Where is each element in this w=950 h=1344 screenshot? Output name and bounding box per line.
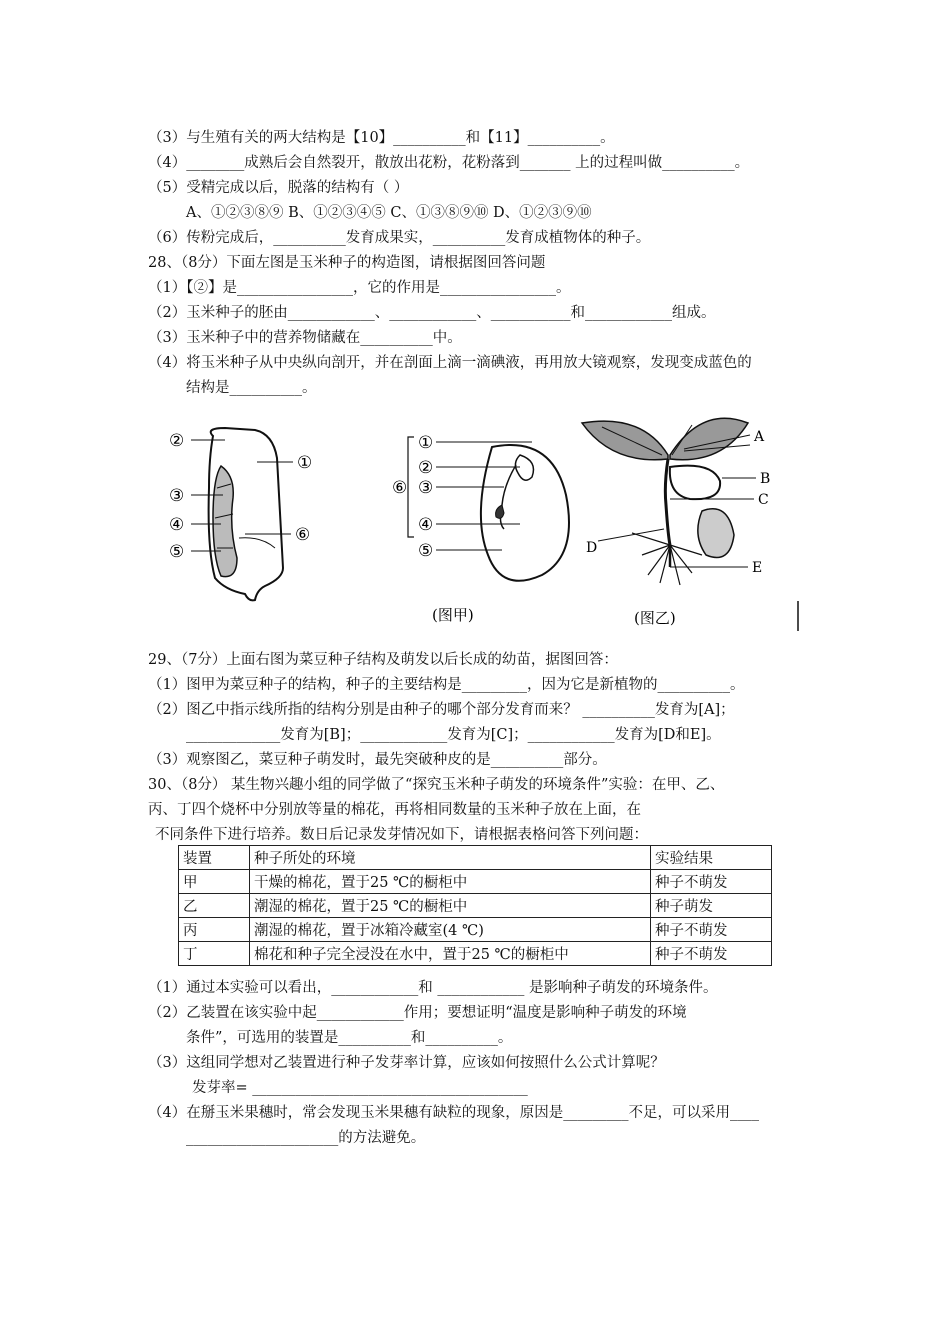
jia-label-2: ② [418,458,434,478]
jia-label-3: ③ [418,478,434,498]
q27-3: （3）与生殖有关的两大结构是【10】__________和【11】__________。 [148,130,615,146]
q30-3: （3）这组同学想对乙装置进行种子发芽率计算，应该如何按照什么公式计算呢？ [148,1055,665,1071]
yi-caption: (图乙) [634,609,676,627]
q29-3: （3）观察图乙，菜豆种子萌发时，最先突破种皮的是__________部分。 [148,752,607,768]
table-cell: 丙 [179,918,250,942]
q27-5: （5）受精完成以后，脱落的结构有（ ） [148,180,409,196]
jia-label-1: ① [418,433,434,453]
table-cell: 丁 [179,942,250,966]
q28-4-cont: 结构是__________。 [186,380,317,396]
corn-label-1: ① [297,453,313,473]
q30-2: （2）乙装置在该实验中起____________作用；要想证明“温度是影响种子萌发的环境 [148,1005,687,1021]
yi-label-e: E [752,560,763,576]
seedling-figure-yi [572,405,807,633]
corn-label-4: ④ [169,515,185,535]
table-row [179,918,772,942]
table-header-cell: 装置 [179,846,250,870]
jia-label-6: ⑥ [392,478,408,498]
q27-6: （6）传粉完成后，__________发育成果实，__________发育成植物体的种子。 [148,230,651,246]
q28-2: （2）玉米种子的胚由____________、____________、___________和____________组成。 [148,305,716,321]
jia-label-5: ⑤ [418,541,434,561]
q30-3-formula: 发芽率= ______________________________________ [192,1080,528,1096]
q29-2-cont: _____________发育为[B]；____________发育为[C]；____________发育为[D和E]。 [186,727,721,743]
q30-title: 30、（8分） 某生物兴趣小组的同学做了“探究玉米种子萌发的环境条件”实验：在甲、乙、 [148,777,725,793]
corn-label-3: ③ [169,486,185,506]
q30-4: （4）在掰玉米果穗时，常会发现玉米果穗有缺粒的现象，原因是_________不足，可以采用____ [148,1105,759,1121]
table-cell: 种子不萌发 [651,942,772,966]
table-row [179,894,772,918]
table-cell: 种子不萌发 [651,918,772,942]
q30-2-cont: 条件”，可选用的装置是__________和__________。 [186,1030,513,1046]
table-header-cell: 实验结果 [651,846,772,870]
jia-caption: (图甲) [432,606,474,624]
table-header-cell: 种子所处的环境 [250,846,651,870]
yi-label-c: C [758,492,769,508]
corn-label-5: ⑤ [169,542,185,562]
q28-3: （3）玉米种子中的营养物储藏在__________中。 [148,330,462,346]
q28-title: 28、（8分）下面左图是玉米种子的构造图，请根据图回答问题 [148,255,546,271]
table-cell: 干燥的棉花，置于25 ℃的橱柜中 [250,870,651,894]
table-cell: 种子萌发 [651,894,772,918]
q28-4: （4）将玉米种子从中央纵向剖开，并在剖面上滴一滴碘液，再用放大镜观察，发现变成蓝色的 [148,355,752,371]
corn-label-2: ② [169,431,185,451]
table-cell: 潮湿的棉花，置于冰箱冷藏室(4 ℃) [250,918,651,942]
q30-title-2: 丙、丁四个烧杯中分别放等量的棉花，再将相同数量的玉米种子放在上面，在 [148,802,641,818]
q30-1: （1）通过本实验可以看出，____________和 ____________ 是影响种子萌发的环境条件。 [148,980,718,996]
table-row [179,942,772,966]
table-cell: 棉花和种子完全浸没在水中，置于25 ℃的橱柜中 [250,942,651,966]
q27-4: （4）________成熟后会自然裂开，散放出花粉，花粉落到_______ 上的过程叫做__________。 [148,155,750,171]
table-row [179,870,772,894]
q30-4-cont: _____________________的方法避免。 [186,1130,426,1146]
jia-label-4: ④ [418,515,434,535]
q30-title-3: 不同条件下进行培养。数日后记录发芽情况如下，请根据表格问答下列问题： [155,827,648,843]
bean-seed-figure-jia [392,425,592,630]
q29-1: （1）图甲为菜豆种子的结构，种子的主要结构是_________，因为它是新植物的__________。 [148,677,745,693]
table-cell: 种子不萌发 [651,870,772,894]
table-cell: 乙 [179,894,250,918]
experiment-table [178,845,772,966]
q29-title: 29、（7分）上面右图为菜豆种子结构及萌发以后长成的幼苗，据图回答： [148,652,618,668]
yi-label-b: B [760,471,771,487]
table-cell: 潮湿的棉花，置于25 ℃的橱柜中 [250,894,651,918]
q29-2: （2）图乙中指示线所指的结构分别是由种子的哪个部分发育而来？ __________发育为[A]； [148,702,735,718]
corn-seed-figure [165,418,325,608]
table-cell: 甲 [179,870,250,894]
yi-label-a: A [754,429,765,445]
yi-label-d: D [586,540,598,556]
corn-label-6: ⑥ [295,525,311,545]
table-header-row [179,846,772,870]
q27-5-options: A、①②③⑧⑨ B、①②③④⑤ C、①③⑧⑨⑩ D、①②③⑨⑩ [186,205,592,221]
q28-1: （1）【②】是________________，它的作用是________________。 [148,280,571,296]
